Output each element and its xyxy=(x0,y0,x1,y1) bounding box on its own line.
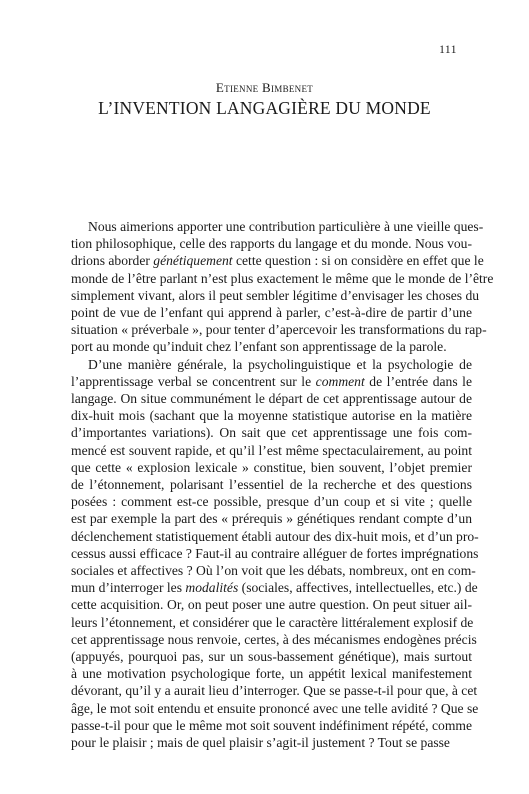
text-line: drions aborder génétiquement cette question : si on considère en effet que le xyxy=(71,253,484,269)
chapter-title: L’INVENTION LANGAGIÈRE DU MONDE xyxy=(98,98,431,118)
text-line: port au monde qu’induit chez l’enfant son apprentissage de la parole. xyxy=(71,339,447,355)
text-line: leurs l’étonnement, et considérer que le caractère littéralement explosif de xyxy=(71,614,474,630)
text-line: cette acquisition. Or, on peut poser une autre question. On peut situer ail- xyxy=(71,597,472,613)
text-line: âge, le mot soit entendu et ensuite prononcé avec une telle avidité ? Que se xyxy=(71,700,479,716)
text-line: tion philosophique, celle des rapports du langage et du monde. Nous vou- xyxy=(71,236,472,252)
body-text xyxy=(71,218,494,751)
text-line: dix-huit mois (sachant que la moyenne statistique autorise en la matière xyxy=(71,408,472,424)
text-line: passe-t-il pour que le même mot soit souvent indéfiniment répété, comme xyxy=(71,717,472,733)
text-line: situation « préverbale », pour tenter d’apercevoir les transformations du rap- xyxy=(71,322,487,338)
text-line: de l’étonnement, polarisant l’essentiel de la recherche et des questions xyxy=(71,477,472,493)
text-line: est par exemple la part des « prérequis » génétiques rendant compte d’un xyxy=(71,511,472,527)
text-line: langage. On situe communément le départ de cet apprentissage autour de xyxy=(71,391,472,407)
paragraph xyxy=(71,218,494,356)
text-line: l’apprentissage verbal se concentrent sur le comment de l’entrée dans le xyxy=(71,373,472,389)
text-line: d’importantes variations). On sait que cet apprentissage une fois com- xyxy=(71,425,472,441)
text-line: monde de l’être parlant n’est plus exactement le même que le monde de l’être xyxy=(71,270,494,286)
text-line: cet apprentissage nous renvoie, certes, à des mécanismes endogènes précis xyxy=(71,631,477,647)
text-line: déclenchement statistiquement établi autour des dix-huit mois, et d’un pro- xyxy=(71,528,479,544)
text-line: sociales et affectives ? Où l’on voit que les débats, nombreux, ont en com- xyxy=(71,563,476,579)
text-line: mencé est souvent rapide, et qu’il l’est même spectaculairement, au point xyxy=(71,442,472,458)
emphasis: comment xyxy=(315,373,365,389)
text-line: à une motivation psychologique forte, un appétit lexical manifestement xyxy=(71,666,472,682)
text-line: cessus aussi efficace ? Faut-il au contraire alléguer de fortes imprégnations xyxy=(71,545,479,561)
paragraph xyxy=(71,356,479,752)
page-number: 111 xyxy=(439,44,457,56)
text-line: posées : comment est-ce possible, presque d’un coup et si vite ; quelle xyxy=(71,494,472,510)
text-line: point de vue de l’enfant qui apprend à parler, c’est-à-dire de partir d’une xyxy=(71,305,472,321)
text-line: dévorant, qu’il y a aurait lieu d’interroger. Que se passe-t-il pour que, à cet xyxy=(71,683,478,699)
text-line: simplement vivant, alors il peut sembler légitime d’envisager les choses du xyxy=(71,287,480,303)
text-line: pour le plaisir ; mais de quel plaisir s’agit-il justement ? Tout se passe xyxy=(71,735,450,751)
author-name: Etienne Bimbenet xyxy=(215,80,314,95)
text-line: (appuyés, pourquoi pas, sur un sous-bassement génétique), mais surtout xyxy=(71,649,472,665)
text-line: D’une manière générale, la psycholinguistique et la psychologie de xyxy=(88,356,472,372)
text-line: que cette « explosion lexicale » constitue, bien souvent, l’objet premier xyxy=(71,459,472,475)
emphasis: génétiquement xyxy=(153,253,233,269)
text-line: mun d’interroger les modalités (sociales, affectives, intellectuelles, etc.) de xyxy=(71,580,478,596)
emphasis: modalités xyxy=(185,580,239,596)
text-line: Nous aimerions apporter une contribution particulière à une vieille ques- xyxy=(88,219,484,234)
